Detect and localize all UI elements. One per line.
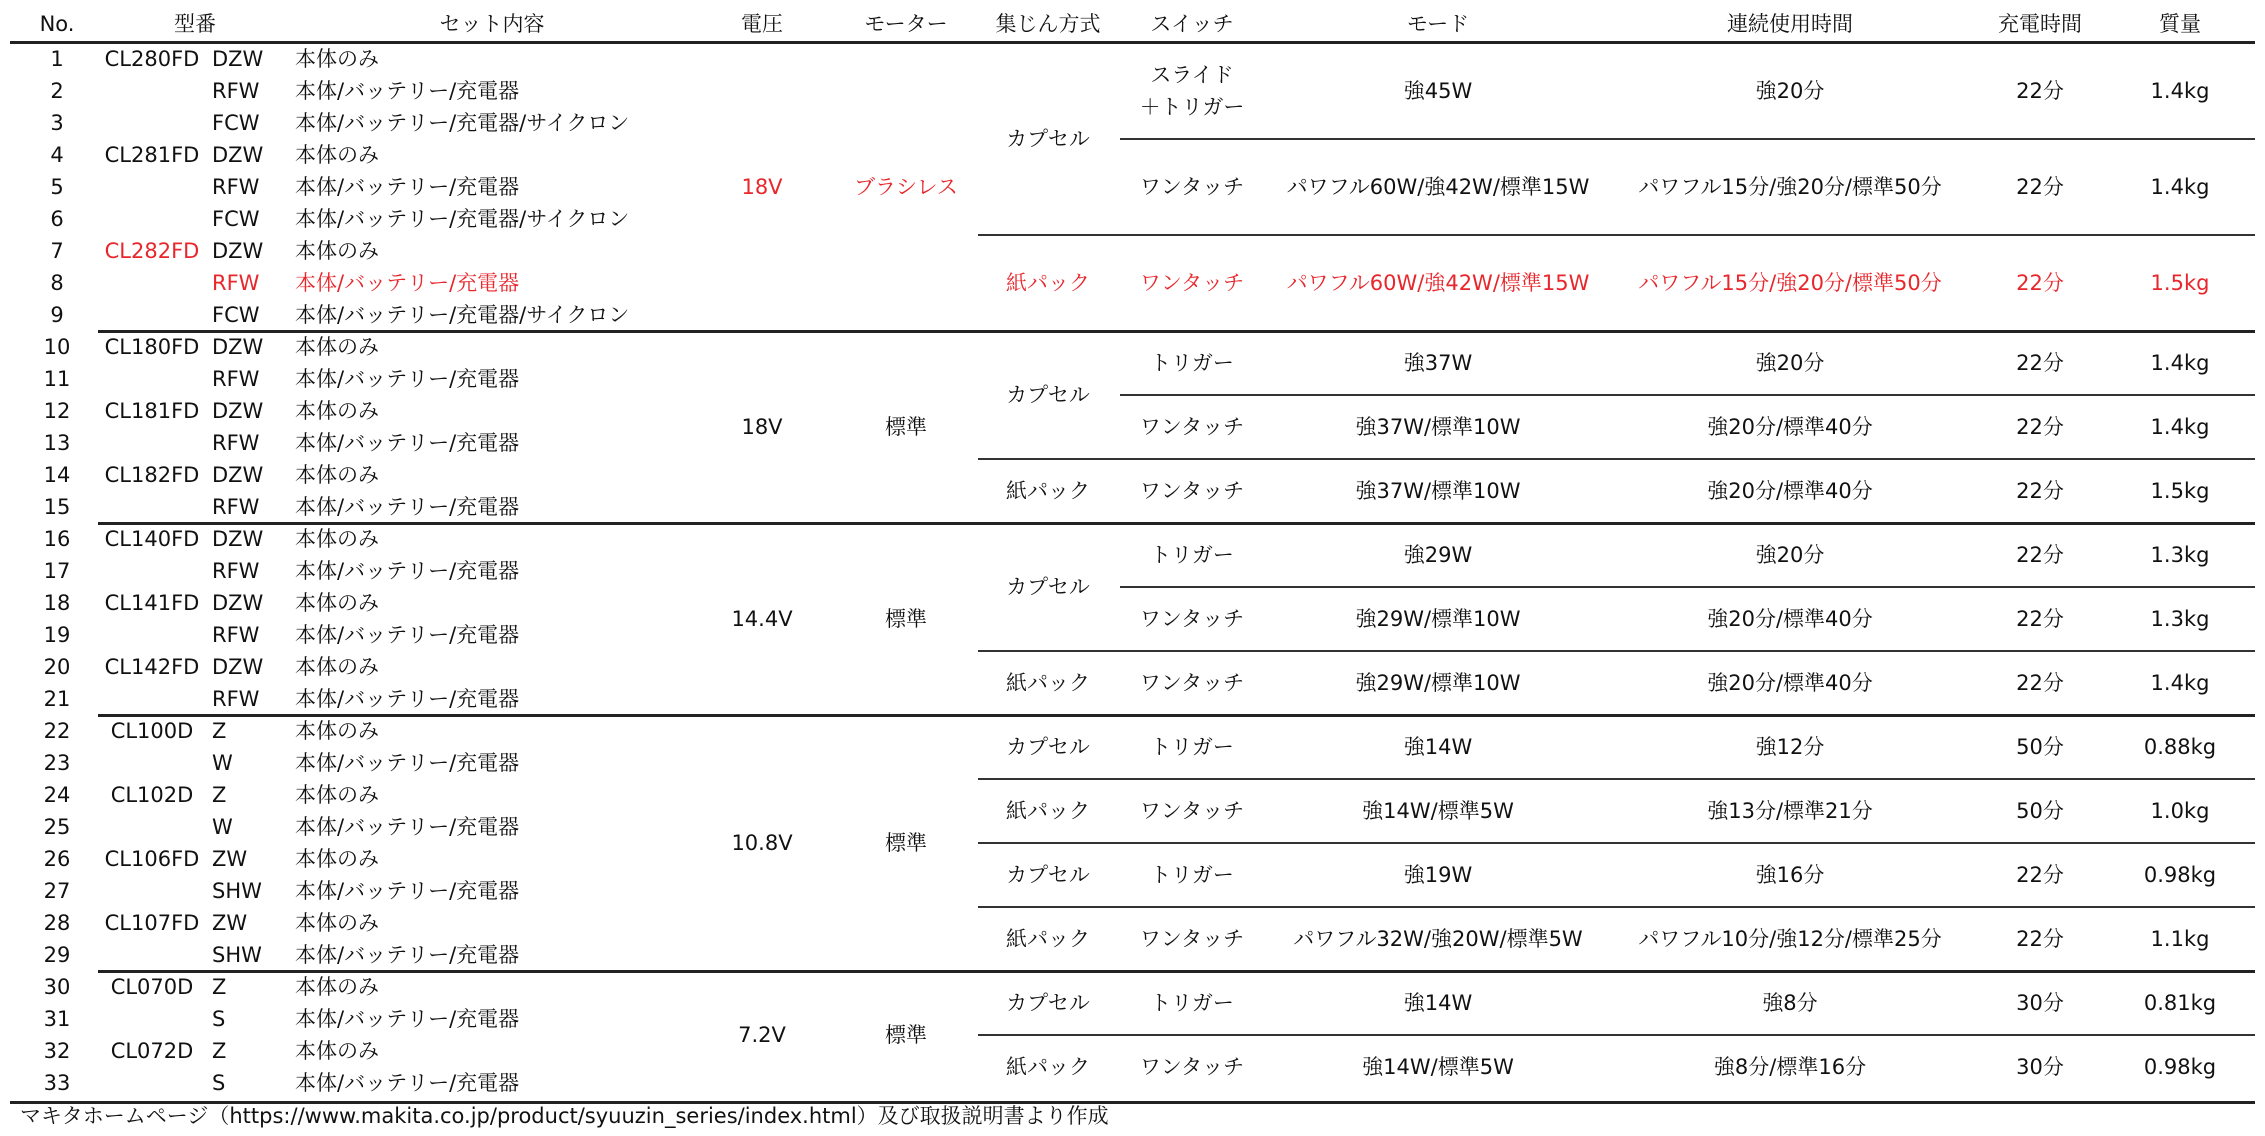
row-suffix: SHW [212,879,262,903]
row-no: 1 [50,47,64,71]
row-suffix: S [212,1007,226,1031]
spec-switch: スライド [1150,63,1234,87]
spec-mode: 強37W/標準10W [1355,479,1521,503]
row-no: 28 [43,911,71,935]
row-divider [978,778,2255,780]
spec-mass: 1.4kg [2150,79,2210,103]
row-suffix: DZW [212,655,264,679]
row-set: 本体/バッテリー/充電器 [295,623,520,647]
row-set: 本体のみ [295,783,379,807]
row-model: CL070D [110,975,194,999]
dust-method: カプセル [1006,735,1090,759]
row-set: 本体のみ [295,143,379,167]
spec-mass: 1.0kg [2150,799,2210,823]
dust-method: 紙パック [1006,479,1090,503]
row-suffix: W [212,751,233,775]
row-model: CL102D [110,783,194,807]
row-no: 25 [43,815,71,839]
row-set: 本体のみ [295,975,379,999]
row-no: 21 [43,687,71,711]
group-voltage: 10.8V [731,831,793,855]
row-set: 本体/バッテリー/充電器/サイクロン [295,111,630,135]
dust-method: カプセル [1006,575,1090,599]
spec-switch: トリガー [1150,543,1234,567]
spec-runtime: パワフル15分/強20分/標準50分 [1638,271,1942,295]
row-no: 4 [50,143,64,167]
row-set: 本体/バッテリー/充電器 [295,559,520,583]
row-no: 8 [50,271,64,295]
header-charge: 充電時間 [1998,12,2082,36]
spec-mode: パワフル60W/強42W/標準15W [1286,271,1590,295]
header-no: No. [39,12,75,36]
group-motor: 標準 [885,1023,927,1047]
spec-runtime: 強20分 [1755,351,1825,375]
header-motor: モーター [864,12,948,36]
spec-charge: 22分 [2016,671,2064,695]
group-motor: 標準 [885,831,927,855]
group-motor: ブラシレス [854,175,958,199]
header-switch: スイッチ [1150,12,1234,36]
group-motor: 標準 [885,415,927,439]
row-no: 7 [50,239,64,263]
row-set: 本体のみ [295,335,379,359]
group-motor: 標準 [885,607,927,631]
row-model: CL181FD [104,399,200,423]
spec-runtime: パワフル10分/強12分/標準25分 [1638,927,1942,951]
row-suffix: RFW [212,687,260,711]
row-suffix: DZW [212,399,264,423]
row-suffix: ZW [212,847,248,871]
spec-switch: トリガー [1150,991,1234,1015]
spec-mode: 強37W [1403,351,1473,375]
spec-runtime: 強12分 [1755,735,1825,759]
row-divider [98,714,2255,717]
row-set: 本体/バッテリー/充電器 [295,1007,520,1031]
spec-mode: パワフル32W/強20W/標準5W [1293,927,1583,951]
spec-runtime: 強13分/標準21分 [1707,799,1873,823]
spec-mass: 1.5kg [2150,479,2210,503]
row-model: CL281FD [104,143,200,167]
header-voltage: 電圧 [741,12,783,36]
spec-runtime: 強20分 [1755,79,1825,103]
row-suffix: Z [212,783,227,807]
row-divider [1120,138,2255,140]
row-set: 本体/バッテリー/充電器 [295,431,520,455]
spec-mass: 0.98kg [2143,863,2217,887]
group-voltage: 7.2V [738,1023,786,1047]
row-no: 27 [43,879,71,903]
row-suffix: DZW [212,591,264,615]
row-set: 本体のみ [295,1039,379,1063]
row-no: 14 [43,463,71,487]
spec-mass: 1.4kg [2150,415,2210,439]
spec-switch: ワンタッチ [1139,1055,1245,1079]
row-divider [978,1034,2255,1036]
row-divider [1120,394,2255,396]
row-divider [98,522,2255,525]
spec-charge: 22分 [2016,927,2064,951]
spec-runtime: 強20分/標準40分 [1707,479,1873,503]
row-no: 11 [43,367,71,391]
row-no: 32 [43,1039,71,1063]
row-model: CL107FD [104,911,200,935]
row-set: 本体/バッテリー/充電器 [295,495,520,519]
spec-switch: ワンタッチ [1139,271,1245,295]
spec-charge: 22分 [2016,415,2064,439]
spec-runtime: 強20分 [1755,543,1825,567]
row-set: 本体のみ [295,655,379,679]
spec-switch: ワンタッチ [1139,415,1245,439]
row-set: 本体のみ [295,911,379,935]
spec-mass: 1.4kg [2150,351,2210,375]
spec-switch: ワンタッチ [1139,671,1245,695]
spec-switch: ワンタッチ [1139,175,1245,199]
row-divider [978,234,2255,236]
dust-method: カプセル [1006,991,1090,1015]
row-suffix: DZW [212,239,264,263]
row-no: 22 [43,719,71,743]
row-set: 本体のみ [295,527,379,551]
spec-switch: トリガー [1150,863,1234,887]
row-suffix: DZW [212,143,264,167]
spec-switch: トリガー [1150,351,1234,375]
row-suffix: Z [212,975,227,999]
spec-switch: ワンタッチ [1139,607,1245,631]
row-suffix: RFW [212,559,260,583]
row-divider [98,330,2255,333]
spec-mass: 1.1kg [2150,927,2210,951]
row-no: 26 [43,847,71,871]
spec-mass: 0.98kg [2143,1055,2217,1079]
row-no: 33 [43,1071,71,1095]
row-suffix: FCW [212,207,260,231]
spec-charge: 50分 [2016,799,2064,823]
spec-charge: 22分 [2016,607,2064,631]
row-suffix: DZW [212,335,264,359]
row-suffix: W [212,815,233,839]
row-no: 18 [43,591,71,615]
spec-mode: 強14W [1403,991,1473,1015]
row-suffix: DZW [212,527,264,551]
dust-method: 紙パック [1006,271,1090,295]
row-suffix: FCW [212,303,260,327]
spec-mode: 強19W [1403,863,1473,887]
row-no: 30 [43,975,71,999]
row-no: 29 [43,943,71,967]
spec-runtime: 強20分/標準40分 [1707,671,1873,695]
spec-mass: 0.88kg [2143,735,2217,759]
spec-charge: 22分 [2016,543,2064,567]
spec-mass: 0.81kg [2143,991,2217,1015]
spec-mode: 強14W/標準5W [1362,799,1514,823]
row-model: CL180FD [104,335,200,359]
row-suffix: RFW [212,495,260,519]
row-set: 本体のみ [295,47,379,71]
spec-mass: 1.3kg [2150,607,2210,631]
spec-charge: 50分 [2016,735,2064,759]
spec-mass: 1.4kg [2150,175,2210,199]
row-no: 5 [50,175,64,199]
header-mass: 質量 [2159,12,2201,36]
row-suffix: Z [212,1039,227,1063]
row-no: 24 [43,783,71,807]
spec-switch: トリガー [1150,735,1234,759]
row-no: 6 [50,207,64,231]
row-no: 2 [50,79,64,103]
row-suffix: ZW [212,911,248,935]
spec-switch: ＋トリガー [1139,95,1245,119]
spec-mass: 1.4kg [2150,671,2210,695]
dust-method: 紙パック [1006,927,1090,951]
row-set: 本体/バッテリー/充電器 [295,79,520,103]
row-set: 本体/バッテリー/充電器 [295,271,520,295]
row-model: CL100D [110,719,194,743]
row-suffix: SHW [212,943,262,967]
row-model: CL072D [110,1039,194,1063]
row-model: CL280FD [104,47,200,71]
row-set: 本体のみ [295,463,379,487]
row-model: CL142FD [104,655,200,679]
row-divider [978,906,2255,908]
group-voltage: 18V [741,415,783,439]
spec-runtime: 強20分/標準40分 [1707,415,1873,439]
row-set: 本体/バッテリー/充電器 [295,815,520,839]
spec-mode: 強37W/標準10W [1355,415,1521,439]
row-no: 9 [50,303,64,327]
spec-charge: 22分 [2016,351,2064,375]
row-no: 3 [50,111,64,135]
spec-charge: 22分 [2016,271,2064,295]
row-no: 12 [43,399,71,423]
row-divider [978,650,2255,652]
spec-runtime: 強8分 [1762,991,1818,1015]
spec-switch: ワンタッチ [1139,927,1245,951]
dust-method: カプセル [1006,863,1090,887]
row-set: 本体のみ [295,847,379,871]
row-set: 本体/バッテリー/充電器 [295,1071,520,1095]
row-set: 本体/バッテリー/充電器 [295,175,520,199]
row-no: 23 [43,751,71,775]
spec-mode: 強14W [1403,735,1473,759]
row-no: 31 [43,1007,71,1031]
row-suffix: RFW [212,431,260,455]
row-set: 本体のみ [295,239,379,263]
row-set: 本体のみ [295,399,379,423]
header-mode: モード [1406,12,1470,36]
row-set: 本体/バッテリー/充電器/サイクロン [295,303,630,327]
spec-charge: 22分 [2016,863,2064,887]
row-suffix: FCW [212,111,260,135]
spec-runtime: 強16分 [1755,863,1825,887]
row-set: 本体/バッテリー/充電器 [295,879,520,903]
row-no: 17 [43,559,71,583]
row-no: 10 [43,335,71,359]
row-suffix: Z [212,719,227,743]
group-voltage: 14.4V [731,607,793,631]
group-voltage: 18V [741,175,783,199]
spec-mode: 強29W/標準10W [1355,607,1521,631]
row-suffix: RFW [212,175,260,199]
row-divider [10,41,2255,44]
dust-method: 紙パック [1006,671,1090,695]
spec-mode: 強29W [1403,543,1473,567]
spec-charge: 30分 [2016,991,2064,1015]
row-set: 本体/バッテリー/充電器 [295,943,520,967]
row-suffix: DZW [212,47,264,71]
row-divider [978,842,2255,844]
row-suffix: RFW [212,79,260,103]
row-set: 本体/バッテリー/充電器/サイクロン [295,207,630,231]
row-set: 本体のみ [295,591,379,615]
row-suffix: S [212,1071,226,1095]
row-model: CL140FD [104,527,200,551]
row-model: CL106FD [104,847,200,871]
row-divider [978,458,2255,460]
row-divider [1120,586,2255,588]
row-no: 15 [43,495,71,519]
header-runtime: 連続使用時間 [1727,12,1853,36]
row-set: 本体/バッテリー/充電器 [295,751,520,775]
spec-runtime: 強20分/標準40分 [1707,607,1873,631]
row-no: 16 [43,527,71,551]
header-set: セット内容 [439,12,545,36]
row-suffix: DZW [212,463,264,487]
dust-method: 紙パック [1006,799,1090,823]
row-set: 本体/バッテリー/充電器 [295,367,520,391]
source-footnote: マキタホームページ（https://www.makita.co.jp/product/syuuzin_series/index.html）及び取扱説明書より作成 [20,1104,1109,1128]
row-suffix: RFW [212,367,260,391]
row-model: CL182FD [104,463,200,487]
row-no: 19 [43,623,71,647]
spec-charge: 22分 [2016,79,2064,103]
row-no: 20 [43,655,71,679]
spec-mode: パワフル60W/強42W/標準15W [1286,175,1590,199]
spec-mode: 強45W [1403,79,1473,103]
row-suffix: RFW [212,271,260,295]
spec-mass: 1.3kg [2150,543,2210,567]
row-model: CL282FD [104,239,200,263]
row-suffix: RFW [212,623,260,647]
spec-mass: 1.5kg [2150,271,2210,295]
dust-method: 紙パック [1006,1055,1090,1079]
spec-charge: 30分 [2016,1055,2064,1079]
spec-mode: 強29W/標準10W [1355,671,1521,695]
header-dust: 集じん方式 [995,12,1101,36]
spec-runtime: 強8分/標準16分 [1713,1055,1867,1079]
spec-switch: ワンタッチ [1139,479,1245,503]
spec-runtime: パワフル15分/強20分/標準50分 [1638,175,1942,199]
spec-charge: 22分 [2016,175,2064,199]
row-divider [98,970,2255,973]
spec-switch: ワンタッチ [1139,799,1245,823]
header-model: 型番 [174,12,216,36]
spec-charge: 22分 [2016,479,2064,503]
row-no: 13 [43,431,71,455]
dust-method: カプセル [1006,127,1090,151]
row-set: 本体/バッテリー/充電器 [295,687,520,711]
row-model: CL141FD [104,591,200,615]
dust-method: カプセル [1006,383,1090,407]
row-set: 本体のみ [295,719,379,743]
spec-mode: 強14W/標準5W [1362,1055,1514,1079]
